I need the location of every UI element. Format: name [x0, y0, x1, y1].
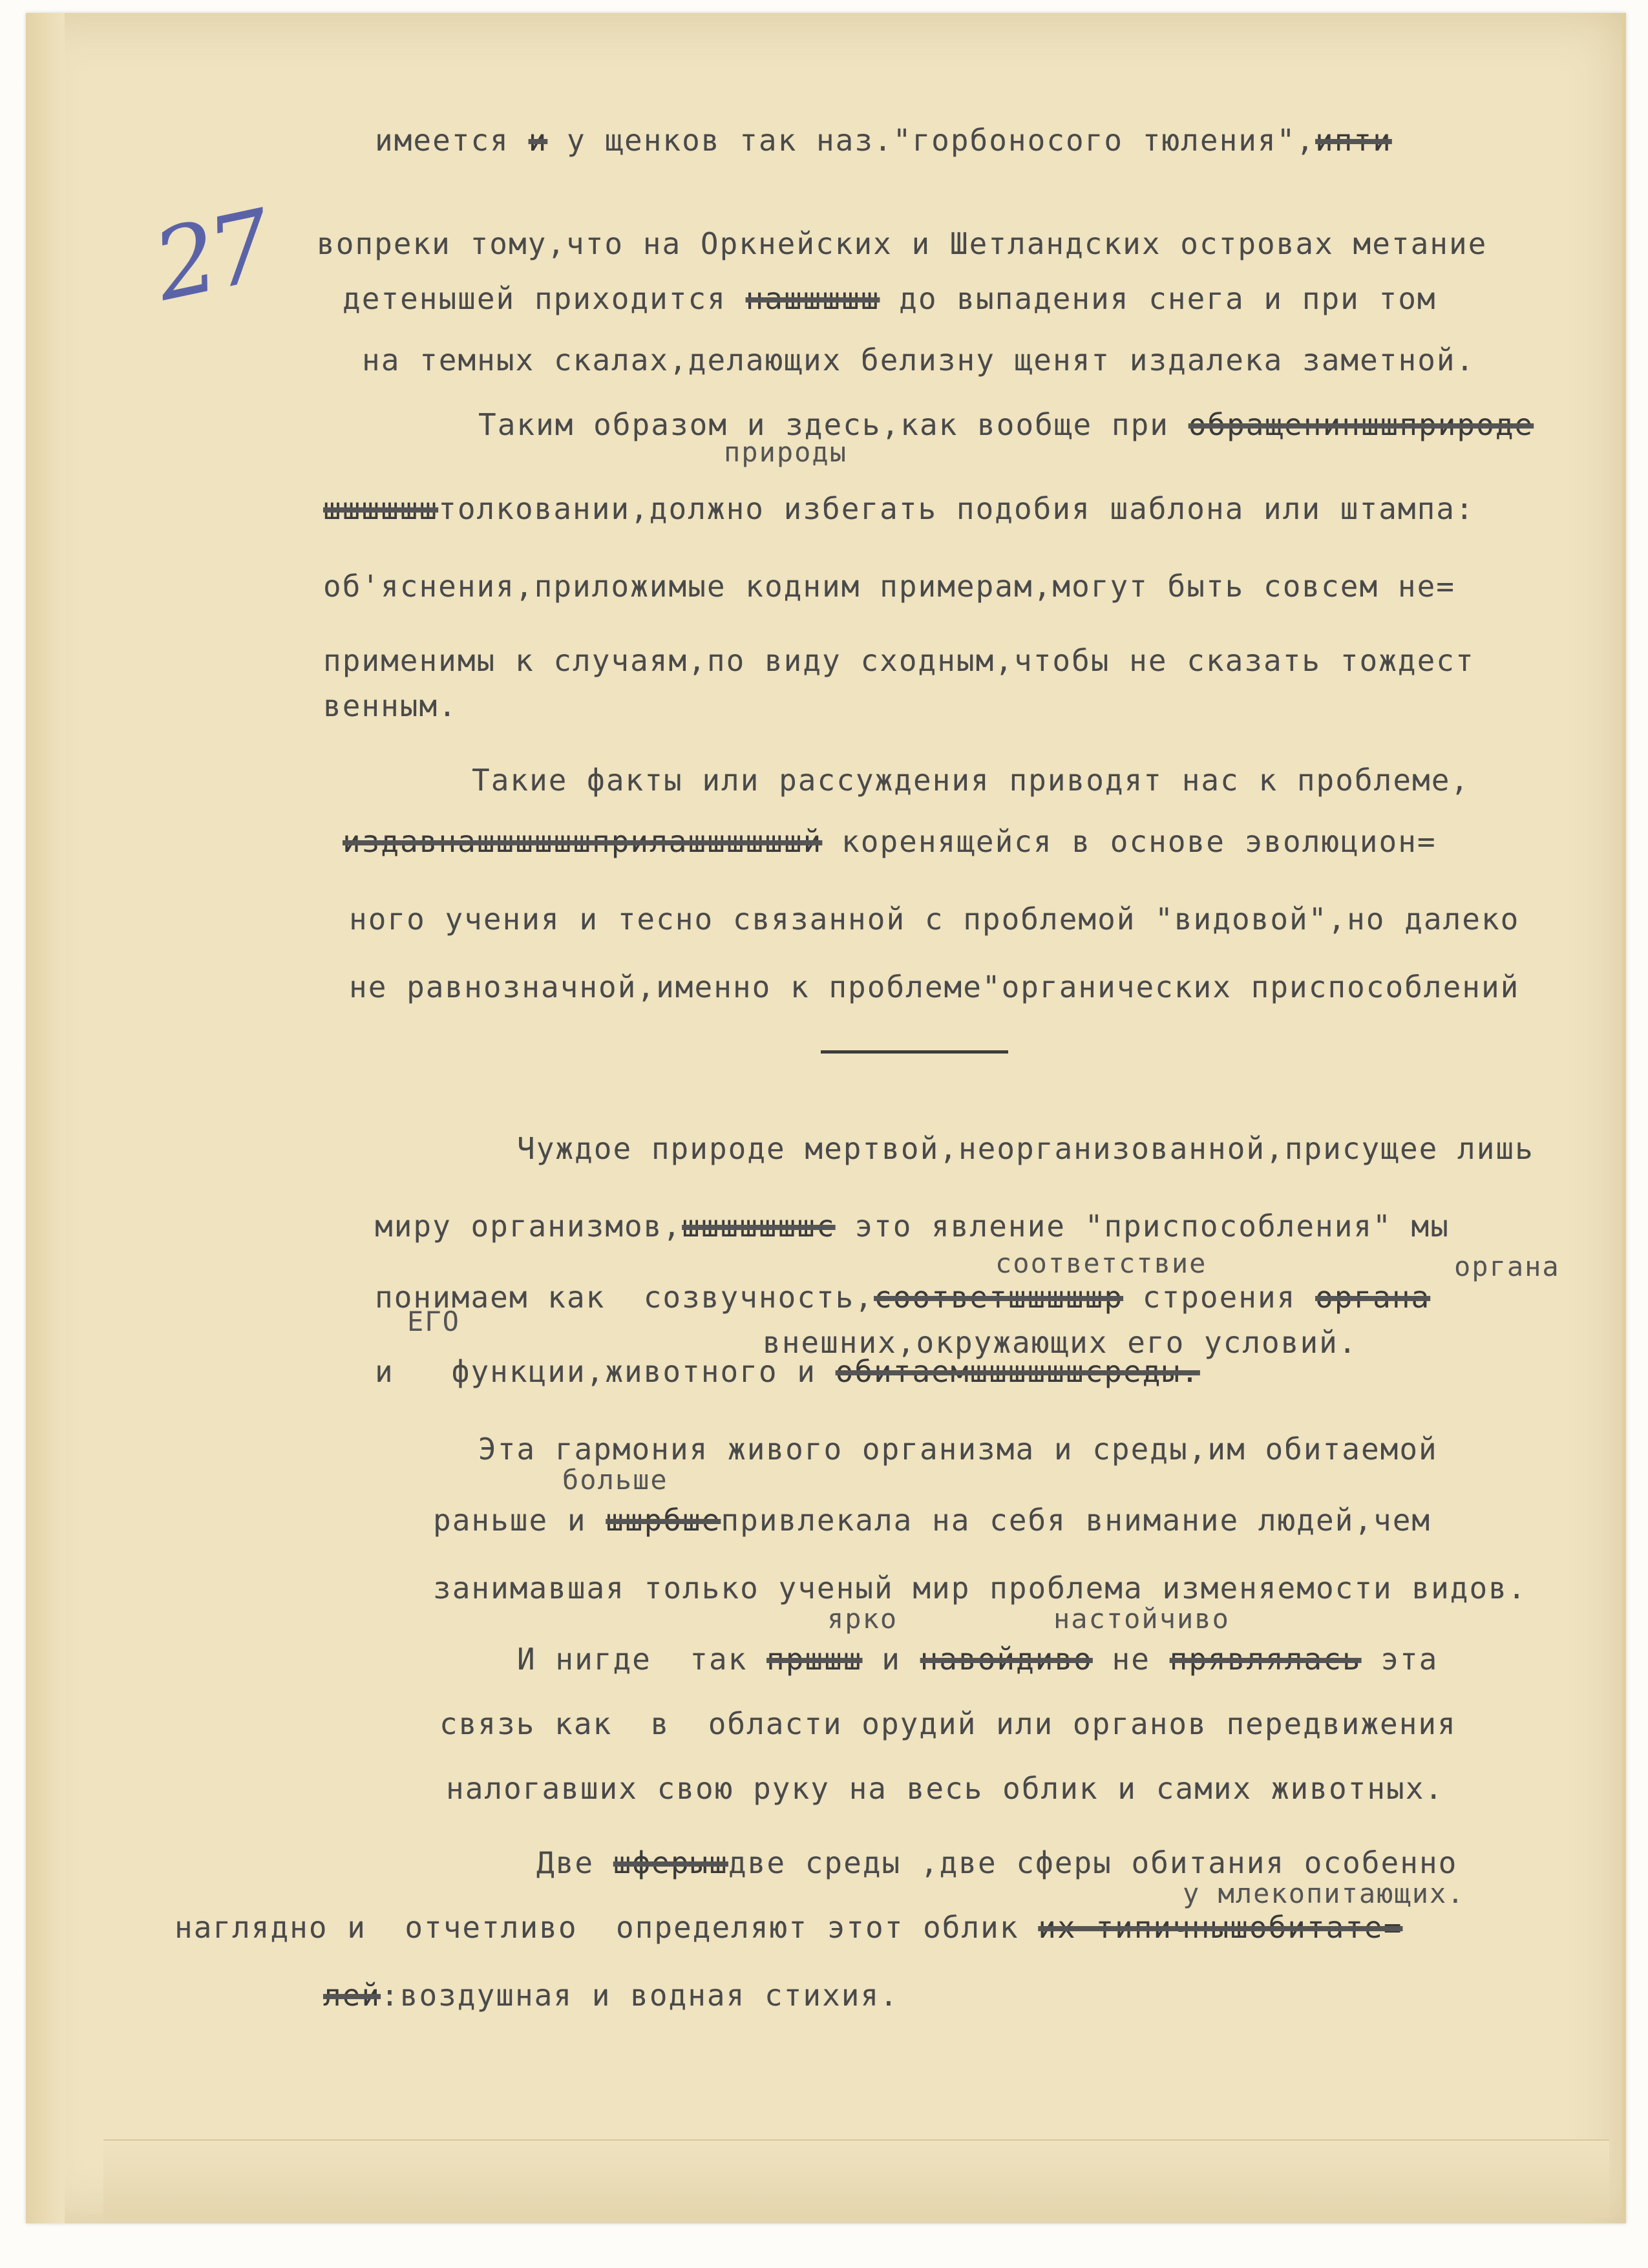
interlinear-insert: соответствие	[995, 1247, 1207, 1279]
section-divider	[821, 1050, 1008, 1054]
text-line: Две шферышдве среды ,две сферы обитания особенно	[536, 1845, 1458, 1880]
interlinear-insert: органа	[1454, 1251, 1560, 1282]
text-line: Таким образом и здесь,как вообще при обращениншшприроде	[478, 407, 1534, 442]
text-line: связь как в области орудий или органов передвижения	[439, 1706, 1457, 1741]
text-line: Эта гармония живого организма и среды,им обитаемой	[478, 1432, 1438, 1467]
text-line: применимы к случаям,по виду сходным,чтобы не сказать тождест	[323, 643, 1475, 678]
text-line: об'яснения,приложимые кодним примерам,могут быть совсем не=	[323, 569, 1455, 604]
text-line: на темных скалах,делающих белизну щенят издалека заметной.	[362, 343, 1475, 377]
text-line: ного учения и тесно связанной с проблемой "видовой",но далеко	[349, 902, 1520, 937]
interlinear-insert: природы	[724, 436, 848, 468]
text-line: внешних,окружающих его условий.	[763, 1325, 1358, 1360]
document-page	[26, 13, 1626, 2223]
interlinear-insert: больше	[562, 1464, 668, 1496]
folio-number-handwritten: 27	[144, 190, 277, 323]
text-line: Такие факты или рассуждения приводят нас к проблеме,	[472, 763, 1470, 798]
text-line: раньше и шшрбшепривлекала на себя внимание людей,чем	[433, 1503, 1431, 1538]
interlinear-insert: у млекопитающих.	[1183, 1878, 1465, 1909]
interlinear-insert: настойчиво	[1053, 1603, 1230, 1635]
text-line: имеется и у щенков так наз."горбоносого тюления",ипти	[375, 123, 1392, 158]
page-edge	[26, 13, 65, 2223]
text-line: не равнозначной,именно к проблеме"органических приспособлений	[349, 970, 1520, 1004]
text-line: налогавших свою руку на весь облик и самих животных.	[446, 1771, 1444, 1806]
text-line: Чуждое природе мертвой,неорганизованной,присущее лишь	[517, 1131, 1534, 1166]
underlying-page-edge	[103, 2139, 1609, 2218]
text-line: и функции,животного и обитаемшшшшшшсреды.	[375, 1354, 1200, 1389]
text-line: шшшшшштолковании,должно избегать подобия шаблона или штампа:	[323, 491, 1475, 526]
interlinear-insert: ЕГО	[407, 1306, 460, 1337]
interlinear-insert: ярко	[827, 1603, 898, 1635]
text-line: детенышей приходится нашшшшш до выпадения снега и при том	[343, 281, 1437, 316]
text-line: вопреки тому,что на Оркнейских и Шетландских островах метание	[317, 226, 1488, 261]
text-line: занимавшая только ученый мир проблема изменяемости видов.	[433, 1571, 1527, 1606]
text-line: И нигде так пршшш и навойдиво не прявлялась эта	[517, 1642, 1439, 1677]
text-line: понимаем как созвучность,соответшшшшшр строения органа	[375, 1280, 1431, 1315]
text-line: лей:воздушная и водная стихия.	[323, 1978, 899, 2013]
text-line: миру организмов,шшшшшшшс это явление "приспособления" мы	[375, 1209, 1450, 1244]
text-line: наглядно и отчетливо определяют этот облик их типичнышобитате=	[174, 1910, 1403, 1945]
text-line: венным.	[323, 688, 458, 723]
text-line: издавнашшшшшшприлашшшшшшй коренящейся в основе эволюцион=	[343, 824, 1437, 859]
